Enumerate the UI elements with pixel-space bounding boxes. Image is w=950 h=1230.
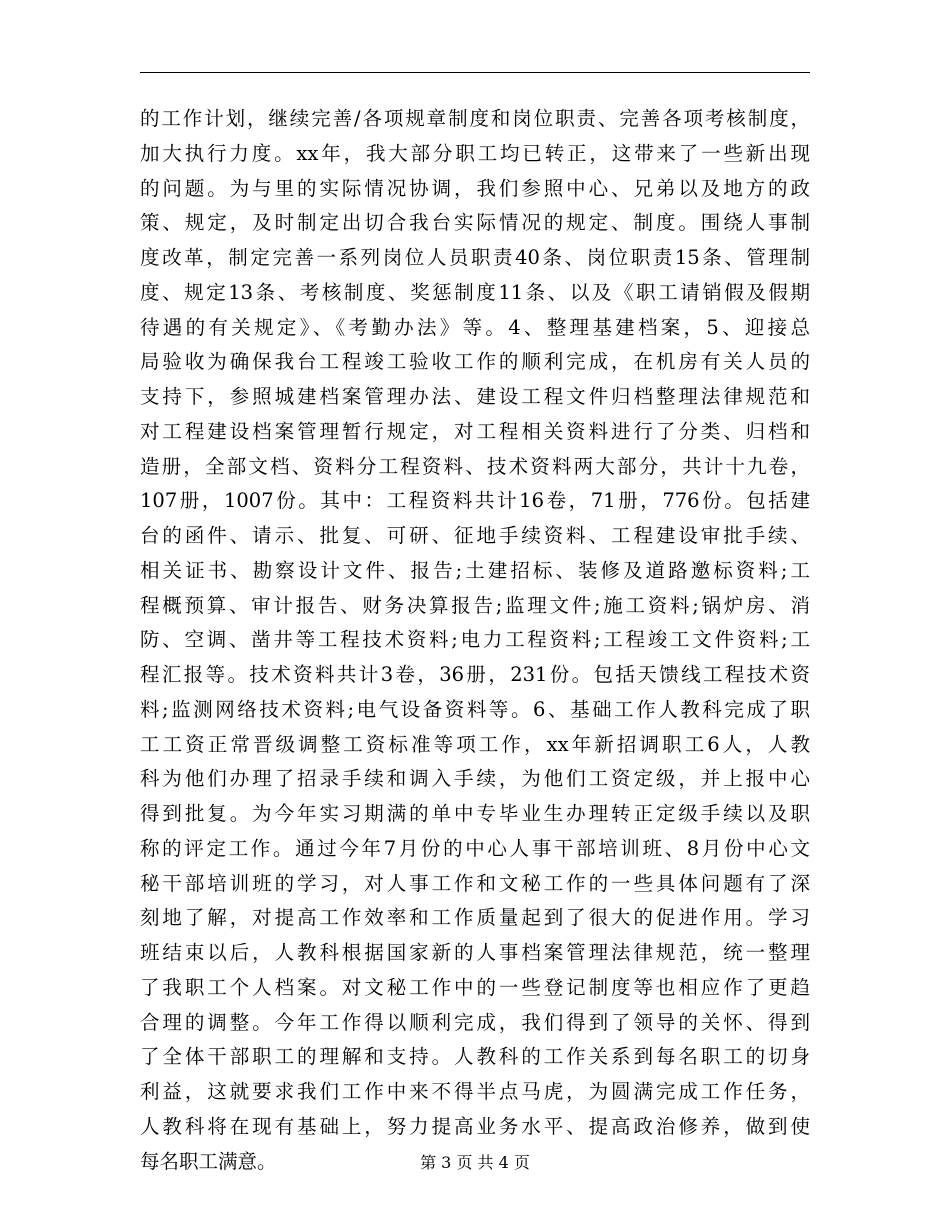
paragraph-line: 的问题。为与里的实际情况协调，我们参照中心、兄弟以及地方的政	[140, 176, 810, 200]
paragraph-line: 的工作计划，继续完善/各项规章制度和岗位职责、完善各项考核制度，	[140, 107, 810, 130]
paragraph-line: 度、规定13条、考核制度、奖惩制度11条、以及《职工请销假及假期	[140, 280, 810, 304]
paragraph-line: 每名职工满意。	[140, 1149, 277, 1173]
paragraph-line: 防、空调、凿井等工程技术资料;电力工程资料;工程竣工文件资料;工	[140, 628, 810, 652]
page-footer: 第 3 页 共 4 页	[420, 1153, 530, 1172]
paragraph-line: 得到批复。为今年实习期满的单中专毕业生办理转正定级手续以及职	[140, 802, 810, 825]
paragraph-line: 支持下，参照城建档案管理办法、建设工程文件归档整理法律规范和	[140, 385, 810, 408]
paragraph-line: 利益，这就要求我们工作中来不得半点马虎，为圆满完成工作任务，	[140, 1080, 810, 1103]
paragraph-line: 了我职工个人档案。对文秘工作中的一些登记制度等也相应作了更趋	[140, 975, 810, 999]
paragraph-line: 合理的调整。今年工作得以顺利完成，我们得到了领导的关怀、得到	[140, 1010, 810, 1034]
paragraph-line: 对工程建设档案管理暂行规定，对工程相关资料进行了分类、归档和	[140, 419, 810, 443]
paragraph-line: 刻地了解，对提高工作效率和工作质量起到了很大的促进作用。学习	[140, 906, 810, 930]
paragraph-line: 策、规定，及时制定出切合我台实际情况的规定、制度。围绕人事制	[140, 211, 810, 235]
paragraph-line: 待遇的有关规定》、《考勤办法》等。4、整理基建档案，5、迎接总	[140, 315, 810, 339]
paragraph-line: 称的评定工作。通过今年7月份的中心人事干部培训班、8月份中心文	[140, 836, 810, 860]
paragraph-line: 度改革，制定完善一系列岗位人员职责40条、岗位职责15条、管理制	[140, 246, 810, 269]
header-rule	[140, 72, 810, 73]
paragraph-line: 料;监测网络技术资料;电气设备资料等。6、基础工作人教科完成了职	[140, 697, 810, 721]
paragraph-line: 程概预算、审计报告、财务决算报告;监理文件;施工资料;锅炉房、消	[140, 593, 810, 617]
paragraph-line: 了全体干部职工的理解和支持。人教科的工作关系到每名职工的切身	[140, 1045, 810, 1069]
paragraph-line: 相关证书、勘察设计文件、报告;土建招标、装修及道路邀标资料;工	[140, 558, 810, 582]
paragraph-line: 局验收为确保我台工程竣工验收工作的顺利完成，在机房有关人员的	[140, 350, 810, 374]
paragraph-line: 人教科将在现有基础上，努力提高业务水平、提高政治修养，做到使	[140, 1114, 810, 1138]
paragraph-line: 107册，1007份。其中：工程资料共计16卷，71册，776份。包括建	[140, 489, 810, 513]
paragraph-line: 造册，全部文档、资料分工程资料、技术资料两大部分，共计十九卷，	[140, 454, 810, 478]
paragraph-line: 科为他们办理了招录手续和调入手续，为他们工资定级，并上报中心	[140, 767, 810, 791]
paragraph-line: 加大执行力度。xx年，我大部分职工均已转正，这带来了一些新出现	[140, 141, 810, 165]
body-text	[140, 102, 810, 1179]
paragraph-line: 程汇报等。技术资料共计3卷，36册，231份。包括天馈线工程技术资	[140, 663, 810, 686]
paragraph-line: 秘干部培训班的学习，对人事工作和文秘工作的一些具体问题有了深	[140, 871, 810, 895]
paragraph-line: 班结束以后，人教科根据国家新的人事档案管理法律规范，统一整理	[140, 941, 810, 964]
paragraph-line: 台的函件、请示、批复、可研、征地手续资料、工程建设审批手续、	[140, 524, 810, 547]
paragraph-line: 工工资正常晋级调整工资标准等项工作，xx年新招调职工6人，人教	[140, 732, 810, 756]
